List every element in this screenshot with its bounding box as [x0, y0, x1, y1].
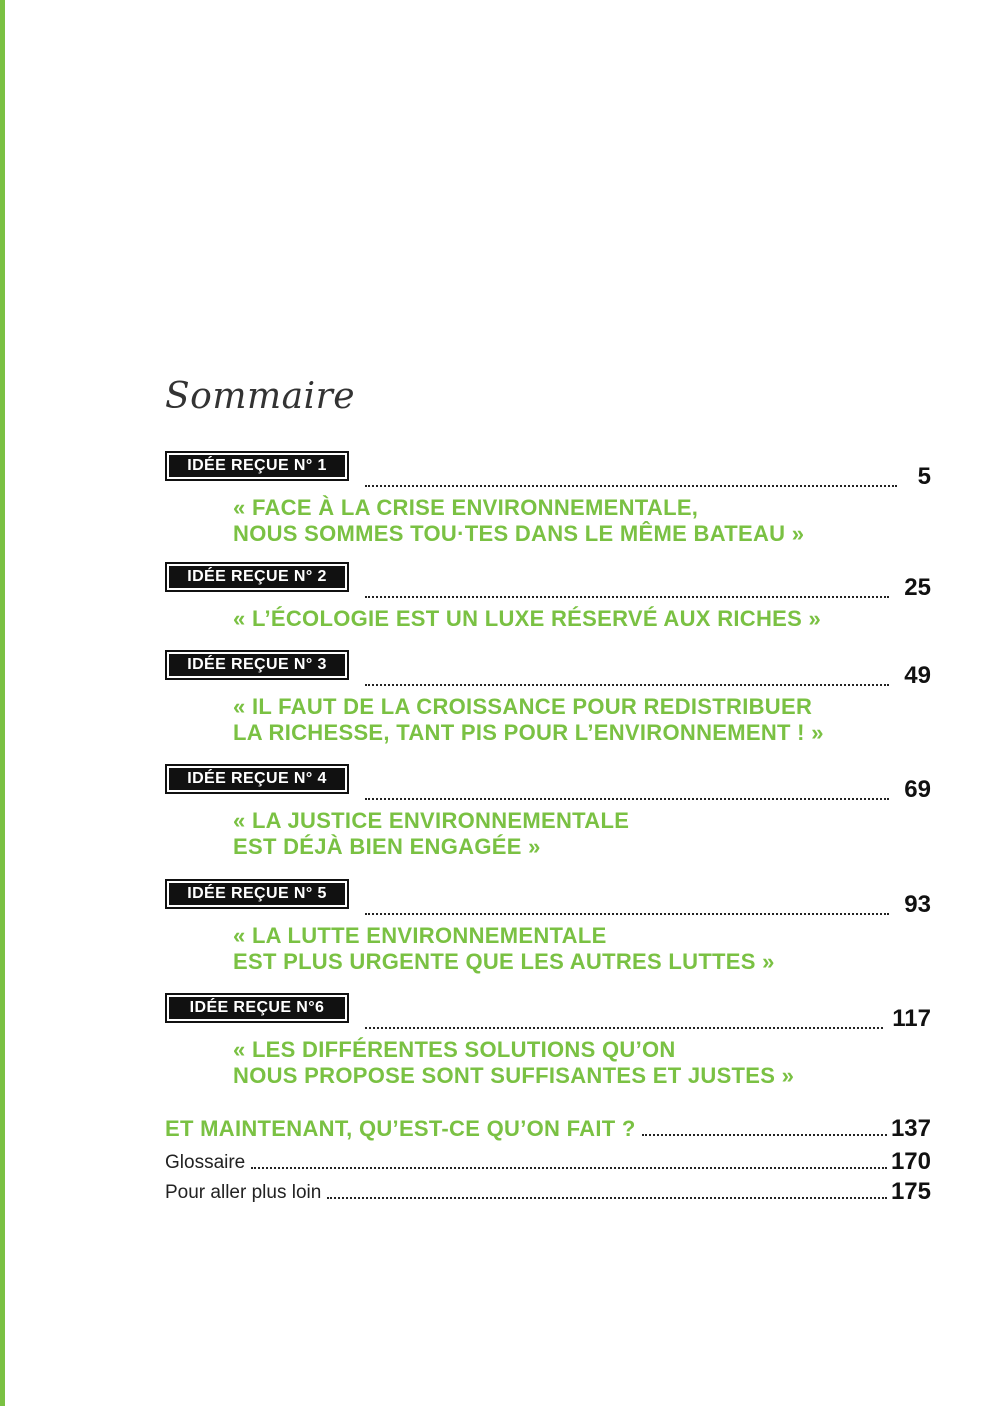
dot-leader — [365, 798, 889, 800]
idea-quote: « LA LUTTE ENVIRONNEMENTALE EST PLUS URGENTE QUE LES AUTRES LUTTES » — [233, 923, 775, 974]
idea-badge: IDÉE REÇUE N° 3 — [165, 650, 349, 680]
page-number: 175 — [890, 1178, 931, 1205]
idea-quote: « L’ÉCOLOGIE EST UN LUXE RÉSERVÉ AUX RICHES » — [233, 606, 822, 631]
idea-quote: « IL FAUT DE LA CROISSANCE POUR REDISTRIBUER LA RICHESSE, TANT PIS POUR L’ENVIRONNEMENT ! » — [233, 694, 824, 745]
toc-entry-idea-3[interactable] — [165, 650, 931, 746]
dot-leader — [365, 1027, 883, 1029]
green-margin-rule — [0, 0, 5, 1406]
toc-entry-idea-1[interactable] — [165, 451, 931, 547]
page-number: 49 — [904, 662, 931, 689]
idea-quote: « LES DIFFÉRENTES SOLUTIONS QU’ON NOUS PROPOSE SONT SUFFISANTES ET JUSTES » — [233, 1037, 795, 1088]
toc-label: ET MAINTENANT, QU’EST-CE QU’ON FAIT ? — [165, 1116, 636, 1141]
page-title: Sommaire — [165, 376, 356, 417]
toc-entry-idea-2[interactable] — [165, 562, 931, 632]
dot-leader — [365, 913, 889, 915]
dot-leader — [327, 1197, 887, 1199]
toc-label: Pour aller plus loin — [165, 1182, 322, 1203]
idea-badge: IDÉE REÇUE N° 4 — [165, 764, 349, 794]
page-number: 5 — [917, 463, 931, 490]
toc-entry-conclusion[interactable] — [165, 1116, 931, 1142]
toc-entry-idea-4[interactable] — [165, 764, 931, 860]
idea-badge: IDÉE REÇUE N°6 — [165, 993, 349, 1023]
dot-leader — [365, 684, 889, 686]
dot-leader — [365, 485, 897, 487]
toc-entry-further-reading[interactable] — [165, 1179, 931, 1205]
page-number: 25 — [904, 574, 931, 601]
idea-quote: « LA JUSTICE ENVIRONNEMENTALE EST DÉJÀ BIEN ENGAGÉE » — [233, 808, 630, 859]
page-number: 69 — [904, 776, 931, 803]
dot-leader — [251, 1167, 887, 1169]
page-number: 93 — [904, 891, 931, 918]
toc-label: Glossaire — [165, 1152, 246, 1173]
page-number: 170 — [890, 1148, 931, 1175]
toc-entry-idea-5[interactable] — [165, 879, 931, 975]
toc-entry-glossary[interactable] — [165, 1149, 931, 1175]
idea-badge: IDÉE REÇUE N° 1 — [165, 451, 349, 481]
idea-badge: IDÉE REÇUE N° 2 — [165, 562, 349, 592]
idea-quote: « FACE À LA CRISE ENVIRONNEMENTALE, NOUS SOMMES TOU·TES DANS LE MÊME BATEAU » — [233, 495, 805, 546]
dot-leader — [642, 1134, 887, 1136]
page-number: 137 — [890, 1115, 931, 1142]
page-number: 117 — [892, 1005, 931, 1032]
toc-entry-idea-6[interactable] — [165, 993, 931, 1089]
idea-badge: IDÉE REÇUE N° 5 — [165, 879, 349, 909]
dot-leader — [365, 596, 889, 598]
